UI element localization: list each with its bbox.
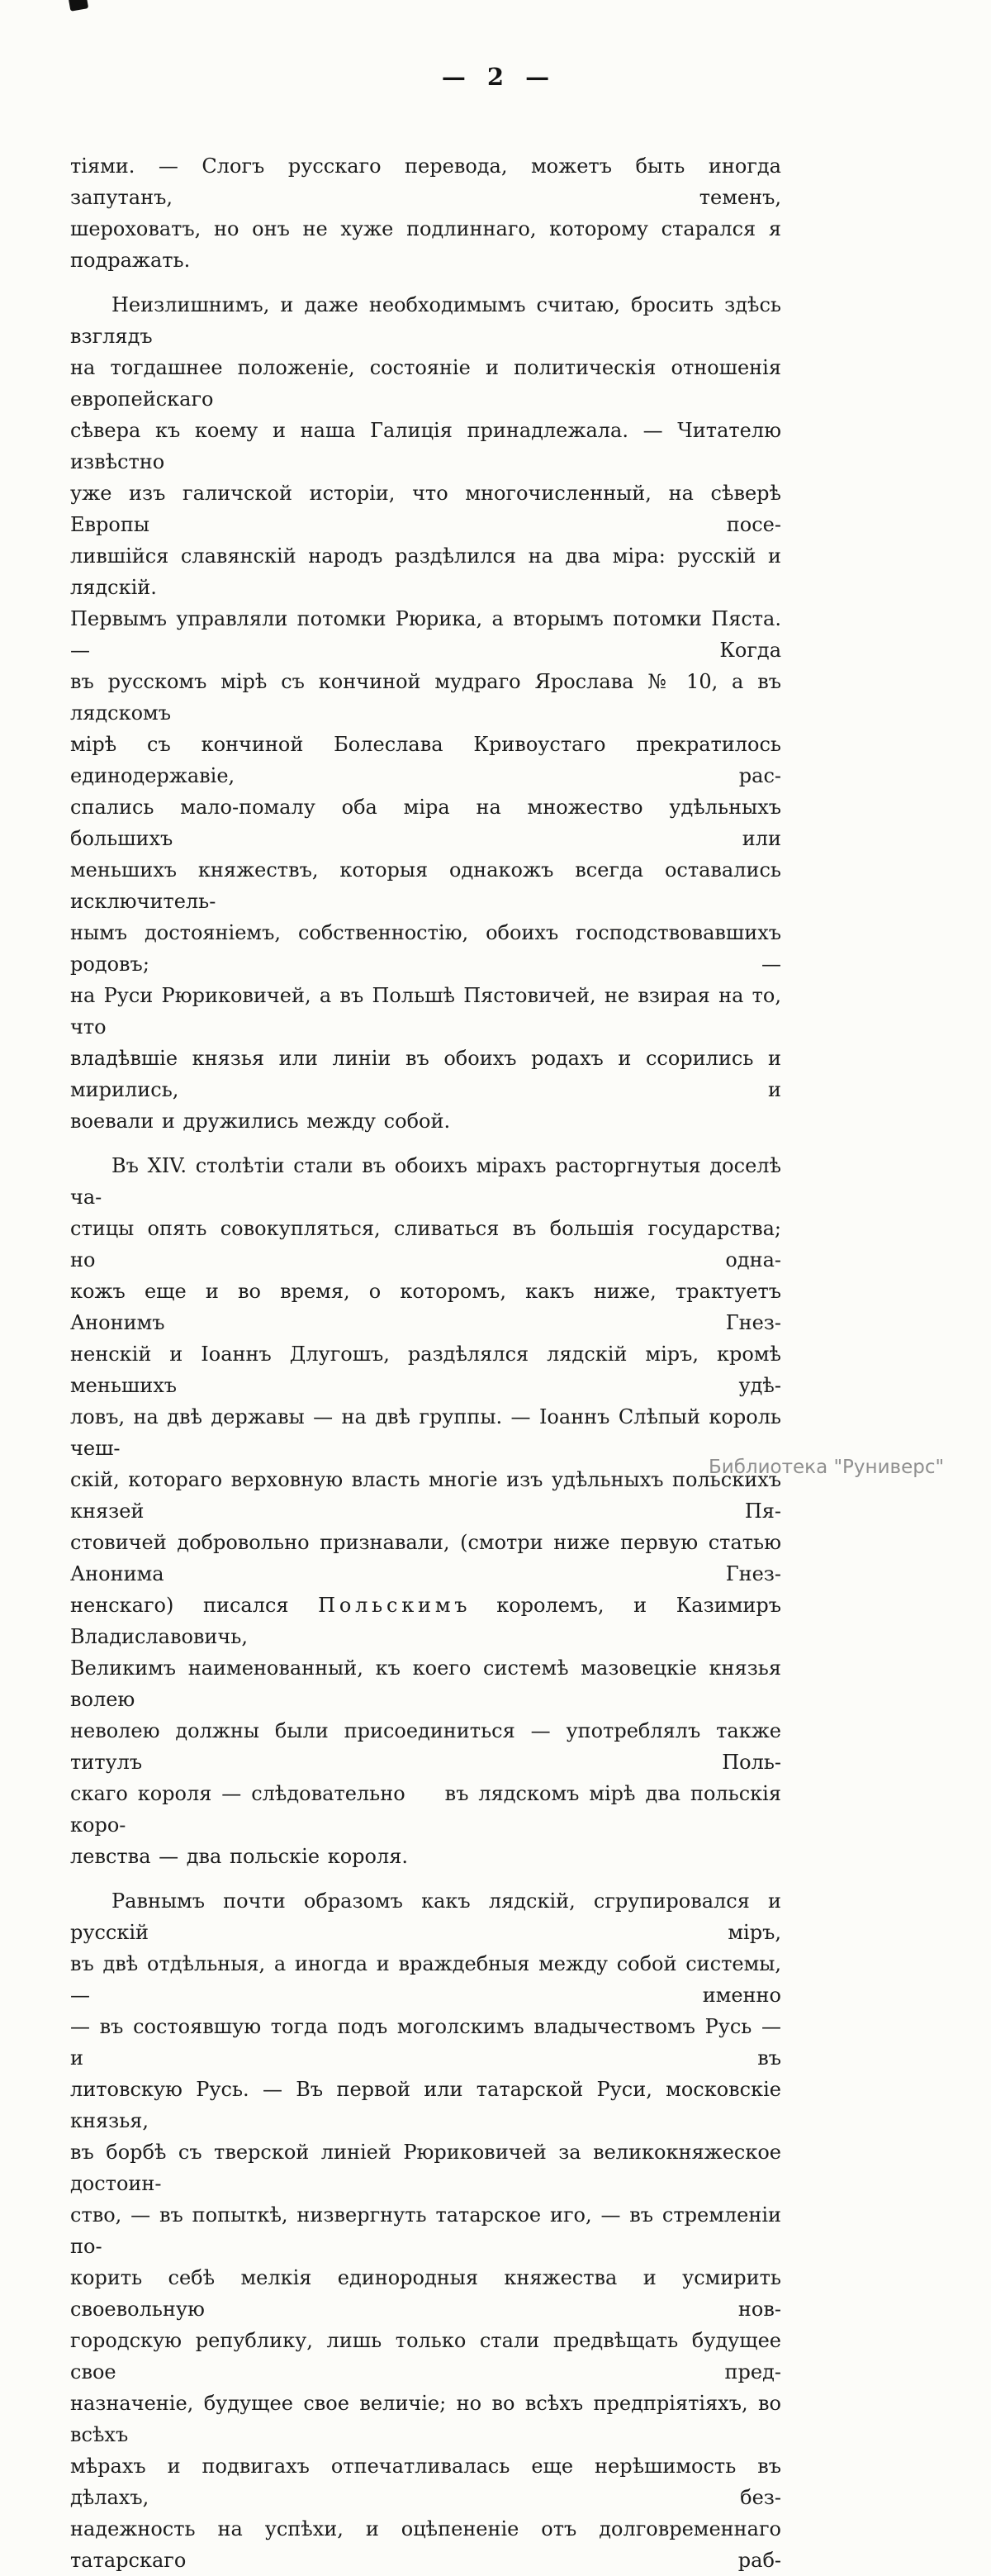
text-line: ненскій и Іоаннъ Длугошъ, раздѣлялся лядскій міръ, кромѣ меньшихъ удѣ-: [70, 1343, 781, 1397]
text-line: литовскую Русь. — Въ первой или татарской Руси, московскіе князья,: [70, 2078, 781, 2132]
text-line: городскую републику, лишь только стали предвѣщать будущее свое пред-: [70, 2329, 781, 2384]
text-line: скаго короля — слѣдовательно въ лядскомъ мірѣ два польскія коро-: [70, 1782, 781, 1837]
text-line: скій, котораго верховную власть многіе изъ удѣльныхъ польскихъ князей Пя-: [70, 1468, 781, 1523]
text-line: стицы опять совокупляться, сливаться въ большія государства; но одна-: [70, 1217, 781, 1271]
scan-artifact: [69, 0, 88, 12]
paragraph-2: [70, 289, 781, 1137]
page-number: — 2 —: [441, 63, 550, 91]
text-line: кожъ еще и во время, о которомъ, какъ ниже, трактуетъ Анонимъ Гнез-: [70, 1280, 781, 1334]
text-line: уже изъ галичской исторіи, что многочисленный, на сѣверѣ Европы посе-: [70, 482, 781, 536]
text-line: Равнымъ почти образомъ какъ лядскій, сгрупировался и русскій міръ,: [70, 1889, 781, 1944]
text-line: левства — два польскіе короля.: [70, 1845, 408, 1868]
text-line: мѣрахъ и подвигахъ отпечатливалась еще нерѣшимость въ дѣлахъ, без-: [70, 2455, 781, 2509]
watermark: Библиотека "Руниверс": [709, 1457, 945, 1478]
text-line: — въ состоявшую тогда подъ моголскимъ владычествомъ Русь — и въ: [70, 2015, 781, 2070]
text-line: сѣвера къ коему и наша Галиція принадлежала. — Читателю извѣстно: [70, 419, 781, 473]
paragraph-1: [70, 150, 781, 276]
text-line: корить себѣ мелкія единородныя княжества и усмирить своевольную нов-: [70, 2266, 781, 2321]
text-line: ненскаго) писался П о л ь с к и м ъ королемъ, и Казимиръ Владиславовичь,: [70, 1594, 781, 1648]
text-line: владѣвшіе князья или линіи въ обоихъ родахъ и ссорились и мирились, и: [70, 1047, 781, 1101]
text-line: въ русскомъ мірѣ съ кончиной мудраго Ярослава № 10, а въ лядскомъ: [70, 670, 781, 725]
text-line: меньшихъ княжествъ, которыя однакожъ всегда оставались исключитель-: [70, 858, 781, 913]
text-line: шероховатъ, но онъ не хуже подлиннаго, которому старался я подражать.: [70, 217, 781, 272]
text-line: Первымъ управляли потомки Рюрика, а вторымъ потомки Пяста. — Когда: [70, 607, 781, 662]
text-line: ловъ, на двѣ державы — на двѣ группы. — Іоаннъ Слѣпый король чеш-: [70, 1405, 781, 1460]
text-line: нымъ достояніемъ, собственностію, обоихъ господствовавшихъ родовъ; —: [70, 921, 781, 976]
text-line: неволею должны были присоединиться — употреблялъ также титулъ Поль-: [70, 1719, 781, 1774]
text-line: тіями. — Слогъ русскаго перевода, можетъ быть иногда запутанъ, теменъ,: [70, 154, 781, 209]
text-line: ство, — въ попыткѣ, низвергнуть татарское иго, — въ стремленіи по-: [70, 2203, 781, 2258]
text-line: на Руси Рюриковичей, а въ Польшѣ Пястовичей, не взирая на то, что: [70, 984, 781, 1038]
text-line: въ борбѣ съ тверской линіей Рюриковичей за великокняжеское достоин-: [70, 2141, 781, 2195]
text-block: [70, 150, 781, 2576]
text-line: спались мало-помалу оба міра на множество удѣльныхъ большихъ или: [70, 796, 781, 850]
text-line: на тогдашнее положеніе, состояніе и политическія отношенія европейскаго: [70, 356, 781, 411]
paragraph-3: [70, 1150, 781, 1872]
text-line: Въ XIV. столѣтіи стали въ обоихъ мірахъ расторгнутыя доселѣ ча-: [70, 1154, 781, 1209]
paragraph-4: [70, 1885, 781, 2576]
text-line: мірѣ съ кончиной Болеслава Кривоустаго прекратилось единодержавіе, рас-: [70, 733, 781, 787]
text-line: Великимъ наименованный, къ коего системѣ мазовецкіе князья волею: [70, 1656, 781, 1711]
text-line: лившійся славянскій народъ раздѣлился на два міра: русскій и лядскій.: [70, 544, 781, 599]
text-line: Неизлишнимъ, и даже необходимымъ считаю, бросить здѣсь взглядъ: [70, 293, 781, 348]
text-line: назначеніе, будущее свое величіе; но во всѣхъ предпріятіяхъ, во всѣхъ: [70, 2392, 781, 2446]
text-line: стовичей добровольно признавали, (смотри ниже первую статью Анонима Гнез-: [70, 1531, 781, 1585]
text-line: воевали и дружились между собой.: [70, 1110, 451, 1133]
text-line: въ двѣ отдѣльныя, а иногда и враждебныя между собой системы, — именно: [70, 1952, 781, 2007]
text-line: надежность на успѣхи, и оцѣпененіе отъ долговременнаго татарскаго раб-: [70, 2517, 781, 2572]
